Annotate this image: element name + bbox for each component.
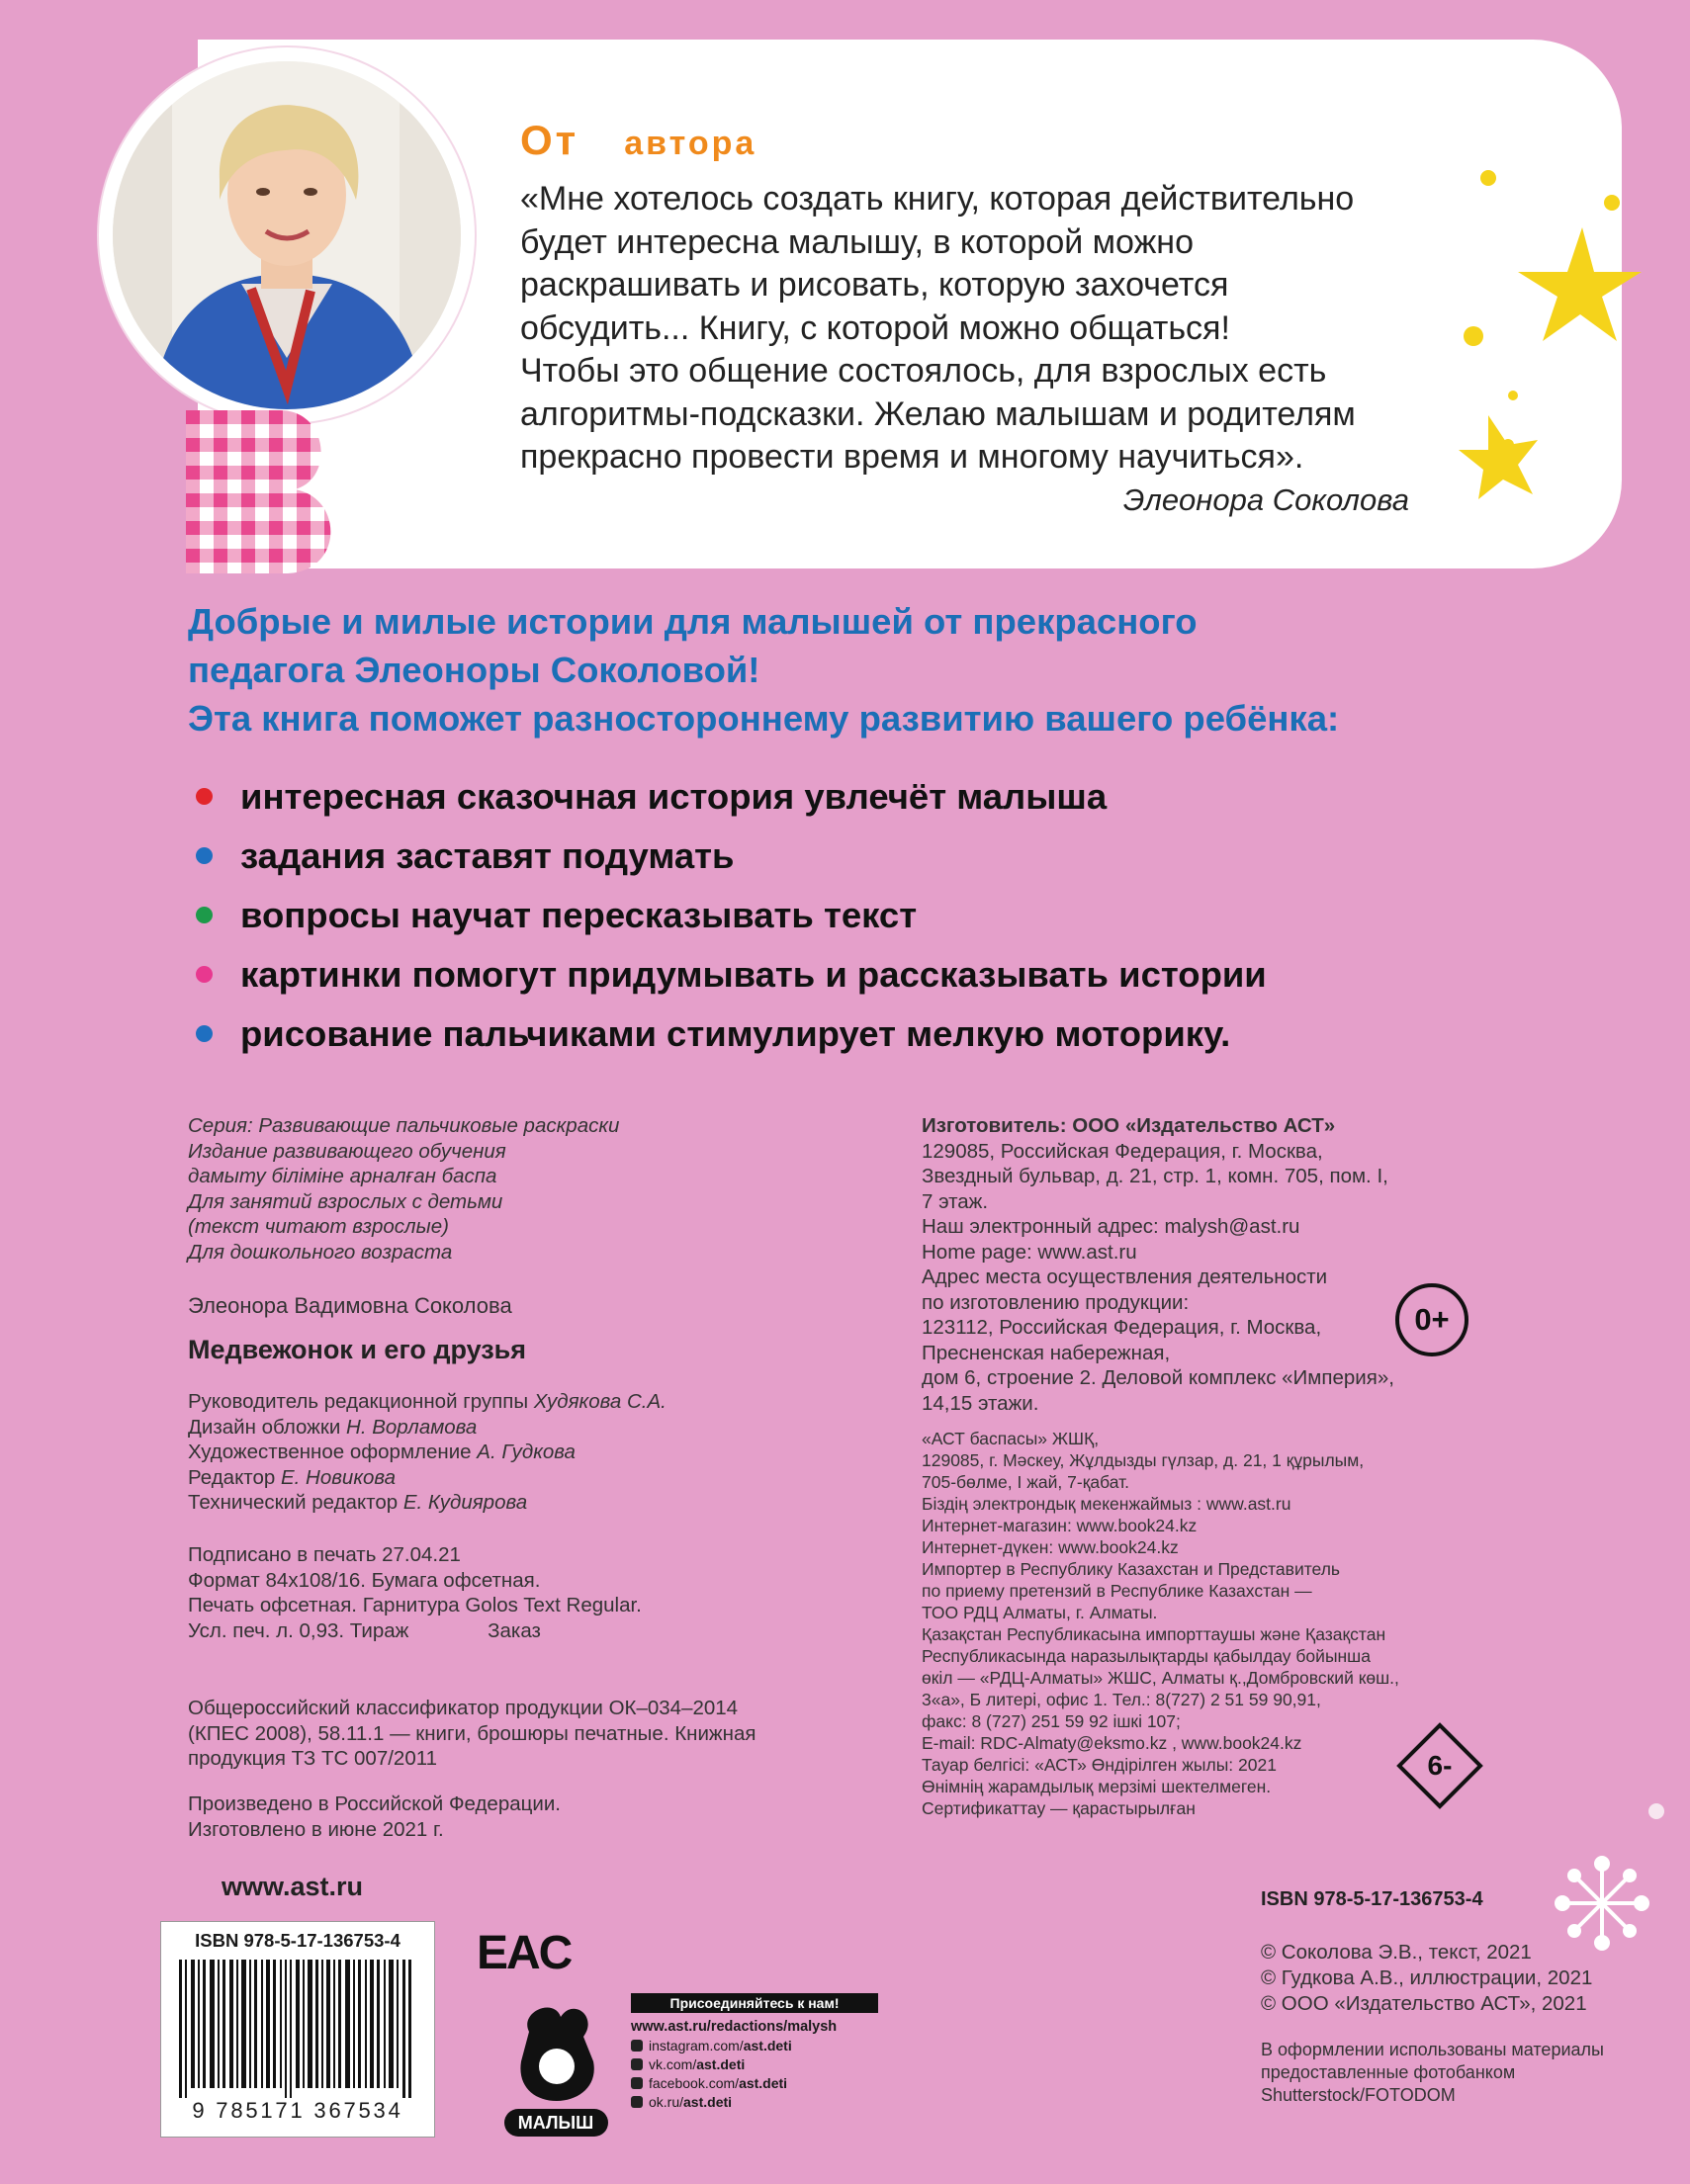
copyright-line: © ООО «Издательство АСТ», 2021 bbox=[1261, 1992, 1587, 2015]
manufacturer-line: Пресненская набережная, bbox=[922, 1341, 1171, 1364]
publisher-logo-text: МАЛЫШ bbox=[517, 2113, 594, 2133]
materials-credit bbox=[1261, 2039, 1604, 2107]
age-rating-diamond bbox=[1394, 1720, 1485, 1811]
dot-icon bbox=[1508, 391, 1518, 400]
production-info bbox=[188, 1791, 561, 1842]
series-line: (текст читают взрослые) bbox=[188, 1215, 449, 1238]
print-line: Печать офсетная. Гарнитура Golos Text Regular. bbox=[188, 1594, 642, 1616]
kz-line: E-mail: RDC-Almaty@eksmo.kz , www.book24.kz bbox=[922, 1733, 1302, 1753]
classifier-line: продукция ТЗ ТС 007/2011 bbox=[188, 1747, 437, 1770]
kz-line: Импортер в Республику Казахстан и Представитель bbox=[922, 1559, 1341, 1579]
bullet-dot-icon bbox=[196, 847, 213, 864]
kz-line: ТОО РДЦ Алматы, г. Алматы. bbox=[922, 1603, 1158, 1622]
feature-text: картинки помогут придумывать и рассказывать истории bbox=[240, 954, 1267, 995]
manufacturer-line: Звездный бульвар, д. 21, стр. 1, комн. 705, пом. I, bbox=[922, 1165, 1388, 1187]
manufacturer-line: 14,15 этажи. bbox=[922, 1391, 1039, 1415]
bullet-dot-icon bbox=[196, 1025, 213, 1042]
barcode bbox=[160, 1921, 435, 2138]
kz-line: 3«а», Б литері, офис 1. Тел.: 8(727) 2 51 59 90,91, bbox=[922, 1690, 1321, 1709]
gingham-letter-decoration bbox=[186, 410, 344, 573]
series-line: дамыту біліміне арналған баспа bbox=[188, 1165, 497, 1187]
kz-line: факс: 8 (727) 251 59 92 ішкі 107; bbox=[922, 1711, 1181, 1731]
social-url[interactable]: www.ast.ru/redactions/malysh bbox=[631, 2019, 838, 2035]
materials-line: предоставленные фотобанком bbox=[1261, 2062, 1516, 2082]
intro-line: Эта книга поможет разностороннему развитию вашего ребёнка: bbox=[188, 698, 1340, 739]
dot-icon bbox=[1480, 170, 1496, 186]
feature-item bbox=[188, 1010, 1632, 1070]
author-heading-word-1: От bbox=[520, 117, 579, 163]
classifier-info bbox=[188, 1696, 756, 1772]
quote-author: Элеонора Соколова bbox=[1122, 482, 1409, 517]
bullet-dot-icon bbox=[196, 907, 213, 923]
sparkle-icon bbox=[1557, 1858, 1647, 1949]
kazakhstan-info bbox=[922, 1428, 1475, 1819]
feature-item bbox=[188, 832, 1632, 892]
bullet-dot-icon bbox=[196, 788, 213, 805]
social-link-facebook[interactable]: facebook.com/ ast.deti bbox=[631, 2075, 878, 2091]
website-link[interactable]: www.ast.ru bbox=[222, 1872, 364, 1901]
quote-line: будет интересна малышу, в которой можно bbox=[520, 222, 1194, 261]
publisher-logo bbox=[499, 1992, 613, 2140]
feature-item bbox=[188, 773, 1632, 832]
kz-line: өкіл — «РДЦ-Алматы» ЖШС, Алматы қ.,Домбровский көш., bbox=[922, 1668, 1399, 1688]
copyright-line: © Гудкова А.В., иллюстрации, 2021 bbox=[1261, 1966, 1593, 1989]
credit-line: Дизайн обложки Н. Ворламова bbox=[188, 1415, 478, 1439]
classifier-line: Общероссийский классификатор продукции ОК–034–2014 bbox=[188, 1697, 739, 1719]
intro-line: Добрые и милые истории для малышей от прекрасного bbox=[188, 601, 1198, 642]
dot-icon bbox=[1604, 195, 1620, 211]
ok-icon bbox=[631, 2096, 643, 2108]
dot-icon bbox=[1648, 1803, 1664, 1819]
series-line: Издание развивающего обучения bbox=[188, 1139, 506, 1163]
classifier-line: (КПЕС 2008), 58.11.1 — книги, брошюры печатные. Книжная bbox=[188, 1721, 756, 1745]
decorative-sparkles bbox=[1543, 1780, 1681, 2076]
eac-mark: EAC bbox=[477, 1927, 572, 1979]
bullet-dot-icon bbox=[196, 966, 213, 983]
author-heading-word-2: автора bbox=[624, 125, 757, 162]
kz-line: Сертификаттау — қарастырылған bbox=[922, 1798, 1196, 1818]
quote-line: прекрасно провести время и многому научиться». bbox=[520, 438, 1304, 476]
kz-line: «АСТ баспасы» ЖШҚ, bbox=[922, 1429, 1100, 1448]
age-rating-diamond-label: 6- bbox=[1427, 1750, 1453, 1781]
dot-icon bbox=[1464, 326, 1483, 346]
materials-line: Shutterstock/FOTODOM bbox=[1261, 2085, 1456, 2105]
copyright-line: © Соколова Э.В., текст, 2021 bbox=[1261, 1941, 1532, 1964]
quote-line: Чтобы это общение состоялось, для взрослых есть bbox=[520, 352, 1327, 390]
kz-line: Тауар белгісі: «АСТ» Өндірілген жылы: 2021 bbox=[922, 1755, 1277, 1775]
manufacturer-line: 7 этаж. bbox=[922, 1189, 989, 1213]
manufacturer-line: Адрес места осуществления деятельности bbox=[922, 1266, 1328, 1288]
credits bbox=[188, 1389, 667, 1516]
series-info bbox=[188, 1113, 619, 1265]
author-heading bbox=[520, 117, 756, 164]
join-banner: Присоединяйтесь к нам! bbox=[631, 1993, 878, 2013]
production-line: Изготовлено в июне 2021 г. bbox=[188, 1817, 444, 1841]
author-full-name: Элеонора Вадимовна Соколова bbox=[188, 1293, 512, 1318]
series-line: Серия: Развивающие пальчиковые раскраски bbox=[188, 1114, 620, 1137]
manufacturer-line: 123112, Российская Федерация, г. Москва, bbox=[922, 1316, 1322, 1339]
kz-line: Республикасында наразылықтарды қабылдау бойынша bbox=[922, 1646, 1371, 1666]
feature-item bbox=[188, 951, 1632, 1010]
feature-item bbox=[188, 892, 1632, 951]
production-line: Произведено в Российской Федерации. bbox=[188, 1792, 561, 1815]
kz-line: 129085, г. Мәскеу, Жұлдызды гүлзар, д. 21, 1 құрылым, bbox=[922, 1450, 1365, 1470]
star-icon bbox=[1518, 227, 1642, 341]
decorative-stars bbox=[1454, 158, 1651, 534]
credit-line: Редактор Е. Новикова bbox=[188, 1465, 397, 1489]
instagram-icon bbox=[631, 2040, 643, 2052]
credit-line: Технический редактор Е. Кудиярова bbox=[188, 1491, 528, 1514]
social-link-vk[interactable]: vk.com/ ast.deti bbox=[631, 2056, 878, 2072]
barcode-digits: 9 785171 367534 bbox=[192, 2098, 403, 2123]
age-rating-circle: 0+ bbox=[1395, 1283, 1468, 1356]
print-line: Подписано в печать 27.04.21 bbox=[188, 1543, 461, 1566]
materials-line: В оформлении использованы материалы bbox=[1261, 2040, 1604, 2059]
kz-line: по приему претензий в Республике Казахстан — bbox=[922, 1581, 1312, 1601]
manufacturer-line: Наш электронный адрес: malysh@ast.ru bbox=[922, 1215, 1300, 1238]
quote-line: раскрашивать и рисовать, которую захочется bbox=[520, 266, 1229, 304]
feature-text: интересная сказочная история увлечёт малыша bbox=[240, 776, 1108, 817]
manufacturer-line: 129085, Российская Федерация, г. Москва, bbox=[922, 1139, 1323, 1163]
manufacturer-line: дом 6, строение 2. Деловой комплекс «Империя», bbox=[922, 1366, 1394, 1389]
feature-text: вопросы научат пересказывать текст bbox=[240, 895, 918, 935]
feature-text: задания заставят подумать bbox=[240, 835, 735, 876]
barcode-bars bbox=[179, 1960, 416, 2098]
print-info bbox=[188, 1542, 642, 1643]
credit-line: Руководитель редакционной группы Худякова С.А. bbox=[188, 1390, 667, 1413]
author-photo bbox=[99, 47, 475, 423]
series-line: Для дошкольного возраста bbox=[188, 1240, 453, 1264]
feature-list bbox=[188, 773, 1632, 1070]
kz-line: Интернет-дүкен: www.book24.kz bbox=[922, 1537, 1179, 1557]
kz-line: Біздің электрондық мекенжаймыз : www.ast.ru bbox=[922, 1494, 1291, 1514]
kz-line: Өнімнің жарамдылық мерзімі шектелмеген. bbox=[922, 1777, 1272, 1796]
kz-line: 705-бөлме, I жай, 7-қабат. bbox=[922, 1472, 1129, 1492]
feature-text: рисование пальчиками стимулирует мелкую моторику. bbox=[240, 1013, 1231, 1054]
social-link-instagram[interactable]: instagram.com/ ast.deti bbox=[631, 2038, 878, 2053]
book-title: Медвежонок и его друзья bbox=[188, 1335, 527, 1364]
facebook-icon bbox=[631, 2077, 643, 2089]
intro-line: педагога Элеоноры Соколовой! bbox=[188, 650, 760, 690]
vk-icon bbox=[631, 2058, 643, 2070]
manufacturer-line: по изготовлению продукции: bbox=[922, 1290, 1190, 1314]
star-icon bbox=[1459, 415, 1538, 499]
quote-line: алгоритмы-подсказки. Желаю малышам и родителям bbox=[520, 394, 1356, 433]
quote-line: «Мне хотелось создать книгу, которая действительно bbox=[520, 180, 1355, 218]
social-block bbox=[631, 1993, 878, 2110]
mascot-face-icon bbox=[539, 2049, 575, 2084]
quote-line: обсудить... Книгу, с которой можно общаться! bbox=[520, 308, 1230, 347]
credit-line: Художественное оформление А. Гудкова bbox=[188, 1441, 576, 1463]
social-link-ok[interactable]: ok.ru/ ast.deti bbox=[631, 2094, 878, 2110]
intro-heading bbox=[188, 597, 1632, 743]
manufacturer-lead: Изготовитель: ООО «Издательство АСТ» bbox=[922, 1114, 1336, 1137]
manufacturer-info bbox=[922, 1113, 1475, 1416]
print-line: Формат 84х108/16. Бумага офсетная. bbox=[188, 1568, 541, 1592]
print-line: Усл. печ. л. 0,93. Тираж Заказ bbox=[188, 1618, 541, 1642]
author-quote bbox=[520, 178, 1469, 480]
kz-line: Қазақстан Республикасына импорттаушы және Қазақстан bbox=[922, 1624, 1386, 1644]
kz-line: Интернет-магазин: www.book24.kz bbox=[922, 1516, 1198, 1535]
isbn-label: ISBN 978-5-17-136753-4 bbox=[1261, 1888, 1483, 1910]
copyright-block bbox=[1261, 1940, 1592, 2017]
barcode-isbn: ISBN 978-5-17-136753-4 bbox=[195, 1930, 400, 1951]
series-line: Для занятий взрослых с детьми bbox=[188, 1189, 503, 1213]
manufacturer-line: Home page: www.ast.ru bbox=[922, 1240, 1137, 1264]
